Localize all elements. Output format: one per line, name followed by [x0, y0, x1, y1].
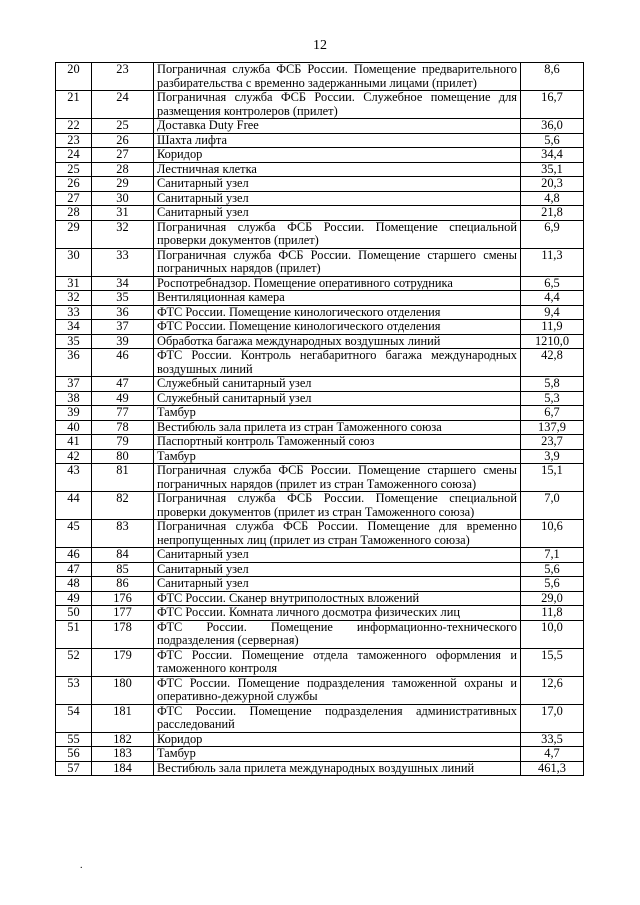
room-number-cell: 47: [92, 377, 154, 392]
room-number-cell: 32: [92, 220, 154, 248]
footer-mark: .: [80, 860, 83, 871]
table-row: [56, 162, 584, 177]
area-cell: 137,9: [521, 420, 584, 435]
room-number-cell: 176: [92, 591, 154, 606]
row-number-cell: 46: [56, 548, 92, 563]
row-number-cell: 38: [56, 391, 92, 406]
row-number-cell: 30: [56, 248, 92, 276]
row-number-cell: 36: [56, 349, 92, 377]
room-number-cell: 183: [92, 747, 154, 762]
row-number-cell: 55: [56, 732, 92, 747]
room-description-cell: Роспотребнадзор. Помещение оперативного сотрудника: [154, 276, 521, 291]
table-row: [56, 220, 584, 248]
room-description-cell: ФТС России. Помещение кинологического отделения: [154, 320, 521, 335]
row-number-cell: 57: [56, 761, 92, 776]
room-description-cell: Обработка багажа международных воздушных линий: [154, 334, 521, 349]
area-cell: 5,3: [521, 391, 584, 406]
row-number-cell: 29: [56, 220, 92, 248]
table-row: [56, 276, 584, 291]
table-row: [56, 449, 584, 464]
table-row: [56, 320, 584, 335]
row-number-cell: 20: [56, 63, 92, 91]
room-number-cell: 77: [92, 406, 154, 421]
room-description-cell: Шахта лифта: [154, 133, 521, 148]
table-row: [56, 520, 584, 548]
row-number-cell: 24: [56, 148, 92, 163]
table-row: [56, 177, 584, 192]
table-row: [56, 191, 584, 206]
room-description-cell: Коридор: [154, 148, 521, 163]
row-number-cell: 33: [56, 305, 92, 320]
row-number-cell: 39: [56, 406, 92, 421]
area-cell: 7,1: [521, 548, 584, 563]
room-number-cell: 33: [92, 248, 154, 276]
room-number-cell: 180: [92, 676, 154, 704]
table-row: [56, 676, 584, 704]
row-number-cell: 37: [56, 377, 92, 392]
row-number-cell: 23: [56, 133, 92, 148]
row-number-cell: 56: [56, 747, 92, 762]
row-number-cell: 35: [56, 334, 92, 349]
room-number-cell: 182: [92, 732, 154, 747]
room-number-cell: 28: [92, 162, 154, 177]
area-cell: 1210,0: [521, 334, 584, 349]
room-description-cell: Служебный санитарный узел: [154, 377, 521, 392]
area-cell: 4,4: [521, 291, 584, 306]
room-description-cell: Коридор: [154, 732, 521, 747]
room-description-cell: Пограничная служба ФСБ России. Помещение предварительного разбирательства с временно задержанными лицами (прилет): [154, 63, 521, 91]
area-cell: 5,8: [521, 377, 584, 392]
area-cell: 23,7: [521, 435, 584, 450]
table-row: [56, 148, 584, 163]
room-number-cell: 184: [92, 761, 154, 776]
room-number-cell: 34: [92, 276, 154, 291]
table-row: [56, 435, 584, 450]
room-description-cell: Санитарный узел: [154, 548, 521, 563]
room-description-cell: ФТС России. Сканер внутриполостных вложений: [154, 591, 521, 606]
room-description-cell: Пограничная служба ФСБ России. Помещение для временно непропущенных лиц (прилет из стран Таможенного союза): [154, 520, 521, 548]
row-number-cell: 42: [56, 449, 92, 464]
room-description-cell: Санитарный узел: [154, 562, 521, 577]
room-description-cell: Доставка Duty Free: [154, 119, 521, 134]
area-cell: 35,1: [521, 162, 584, 177]
table-row: [56, 562, 584, 577]
area-cell: 10,0: [521, 620, 584, 648]
area-cell: 6,7: [521, 406, 584, 421]
room-number-cell: 35: [92, 291, 154, 306]
room-number-cell: 177: [92, 606, 154, 621]
area-cell: 21,8: [521, 206, 584, 221]
table-row: [56, 91, 584, 119]
table-row: [56, 606, 584, 621]
table-row: [56, 577, 584, 592]
room-description-cell: Пограничная служба ФСБ России. Помещение специальной проверки документов (прилет из стран Таможенного союза): [154, 492, 521, 520]
room-number-cell: 86: [92, 577, 154, 592]
room-number-cell: 83: [92, 520, 154, 548]
area-cell: 4,7: [521, 747, 584, 762]
room-description-cell: ФТС России. Комната личного досмотра физических лиц: [154, 606, 521, 621]
table-row: [56, 704, 584, 732]
row-number-cell: 41: [56, 435, 92, 450]
row-number-cell: 48: [56, 577, 92, 592]
room-description-cell: Тамбур: [154, 747, 521, 762]
row-number-cell: 53: [56, 676, 92, 704]
room-description-cell: Вестибюль зала прилета международных воздушных линий: [154, 761, 521, 776]
room-description-cell: ФТС России. Помещение информационно-технического подразделения (серверная): [154, 620, 521, 648]
room-description-cell: ФТС России. Помещение подразделения таможенной охраны и оперативно-дежурной службы: [154, 676, 521, 704]
room-number-cell: 27: [92, 148, 154, 163]
room-description-cell: Пограничная служба ФСБ России. Помещение старшего смены пограничных нарядов (прилет из стран Таможенного союза): [154, 464, 521, 492]
table-row: [56, 548, 584, 563]
room-number-cell: 81: [92, 464, 154, 492]
row-number-cell: 27: [56, 191, 92, 206]
premises-table: [55, 62, 584, 776]
area-cell: 11,3: [521, 248, 584, 276]
room-number-cell: 30: [92, 191, 154, 206]
row-number-cell: 28: [56, 206, 92, 221]
area-cell: 5,6: [521, 577, 584, 592]
row-number-cell: 22: [56, 119, 92, 134]
area-cell: 8,6: [521, 63, 584, 91]
room-description-cell: Санитарный узел: [154, 577, 521, 592]
room-number-cell: 85: [92, 562, 154, 577]
area-cell: 12,6: [521, 676, 584, 704]
area-cell: 17,0: [521, 704, 584, 732]
row-number-cell: 45: [56, 520, 92, 548]
table-row: [56, 349, 584, 377]
row-number-cell: 43: [56, 464, 92, 492]
row-number-cell: 51: [56, 620, 92, 648]
room-description-cell: Пограничная служба ФСБ России. Помещение старшего смены пограничных нарядов (прилет): [154, 248, 521, 276]
table-row: [56, 119, 584, 134]
room-description-cell: Пограничная служба ФСБ России. Служебное помещение для размещения контролеров (прилет): [154, 91, 521, 119]
row-number-cell: 52: [56, 648, 92, 676]
table-row: [56, 747, 584, 762]
room-description-cell: Вентиляционная камера: [154, 291, 521, 306]
row-number-cell: 50: [56, 606, 92, 621]
room-number-cell: 84: [92, 548, 154, 563]
area-cell: 33,5: [521, 732, 584, 747]
room-number-cell: 79: [92, 435, 154, 450]
row-number-cell: 31: [56, 276, 92, 291]
area-cell: 5,6: [521, 133, 584, 148]
table-row: [56, 248, 584, 276]
room-number-cell: 25: [92, 119, 154, 134]
table-row: [56, 133, 584, 148]
area-cell: 461,3: [521, 761, 584, 776]
room-number-cell: 78: [92, 420, 154, 435]
area-cell: 29,0: [521, 591, 584, 606]
row-number-cell: 49: [56, 591, 92, 606]
premises-table-body: [56, 63, 584, 776]
row-number-cell: 21: [56, 91, 92, 119]
room-number-cell: 181: [92, 704, 154, 732]
room-description-cell: ФТС России. Контроль негабаритного багажа международных воздушных линий: [154, 349, 521, 377]
row-number-cell: 25: [56, 162, 92, 177]
table-row: [56, 63, 584, 91]
room-description-cell: ФТС России. Помещение отдела таможенного оформления и таможенного контроля: [154, 648, 521, 676]
row-number-cell: 54: [56, 704, 92, 732]
area-cell: 5,6: [521, 562, 584, 577]
row-number-cell: 26: [56, 177, 92, 192]
area-cell: 11,9: [521, 320, 584, 335]
area-cell: 6,5: [521, 276, 584, 291]
row-number-cell: 32: [56, 291, 92, 306]
area-cell: 3,9: [521, 449, 584, 464]
table-row: [56, 620, 584, 648]
row-number-cell: 44: [56, 492, 92, 520]
room-description-cell: Вестибюль зала прилета из стран Таможенного союза: [154, 420, 521, 435]
area-cell: 16,7: [521, 91, 584, 119]
room-description-cell: ФТС России. Помещение подразделения административных расследований: [154, 704, 521, 732]
table-row: [56, 391, 584, 406]
area-cell: 20,3: [521, 177, 584, 192]
room-description-cell: Паспортный контроль Таможенный союз: [154, 435, 521, 450]
room-number-cell: 29: [92, 177, 154, 192]
room-number-cell: 36: [92, 305, 154, 320]
room-number-cell: 49: [92, 391, 154, 406]
room-number-cell: 39: [92, 334, 154, 349]
table-row: [56, 206, 584, 221]
page-number: 12: [313, 38, 327, 53]
table-row: [56, 291, 584, 306]
room-number-cell: 31: [92, 206, 154, 221]
table-row: [56, 464, 584, 492]
table-row: [56, 420, 584, 435]
room-number-cell: 37: [92, 320, 154, 335]
room-number-cell: 179: [92, 648, 154, 676]
room-description-cell: Лестничная клетка: [154, 162, 521, 177]
area-cell: 36,0: [521, 119, 584, 134]
area-cell: 6,9: [521, 220, 584, 248]
room-number-cell: 46: [92, 349, 154, 377]
table-row: [56, 732, 584, 747]
table-row: [56, 377, 584, 392]
table-row: [56, 492, 584, 520]
table-row: [56, 591, 584, 606]
room-description-cell: Тамбур: [154, 406, 521, 421]
table-row: [56, 334, 584, 349]
table-row: [56, 406, 584, 421]
room-number-cell: 80: [92, 449, 154, 464]
room-number-cell: 178: [92, 620, 154, 648]
area-cell: 7,0: [521, 492, 584, 520]
table-row: [56, 648, 584, 676]
room-number-cell: 26: [92, 133, 154, 148]
room-description-cell: Пограничная служба ФСБ России. Помещение специальной проверки документов (прилет): [154, 220, 521, 248]
area-cell: 42,8: [521, 349, 584, 377]
room-description-cell: Санитарный узел: [154, 206, 521, 221]
room-number-cell: 23: [92, 63, 154, 91]
room-description-cell: Тамбур: [154, 449, 521, 464]
room-number-cell: 24: [92, 91, 154, 119]
area-cell: 15,1: [521, 464, 584, 492]
room-description-cell: Санитарный узел: [154, 177, 521, 192]
room-description-cell: ФТС России. Помещение кинологического отделения: [154, 305, 521, 320]
table-row: [56, 761, 584, 776]
area-cell: 15,5: [521, 648, 584, 676]
room-number-cell: 82: [92, 492, 154, 520]
row-number-cell: 40: [56, 420, 92, 435]
area-cell: 9,4: [521, 305, 584, 320]
area-cell: 34,4: [521, 148, 584, 163]
room-description-cell: Санитарный узел: [154, 191, 521, 206]
area-cell: 4,8: [521, 191, 584, 206]
area-cell: 11,8: [521, 606, 584, 621]
table-row: [56, 305, 584, 320]
area-cell: 10,6: [521, 520, 584, 548]
row-number-cell: 47: [56, 562, 92, 577]
row-number-cell: 34: [56, 320, 92, 335]
room-description-cell: Служебный санитарный узел: [154, 391, 521, 406]
